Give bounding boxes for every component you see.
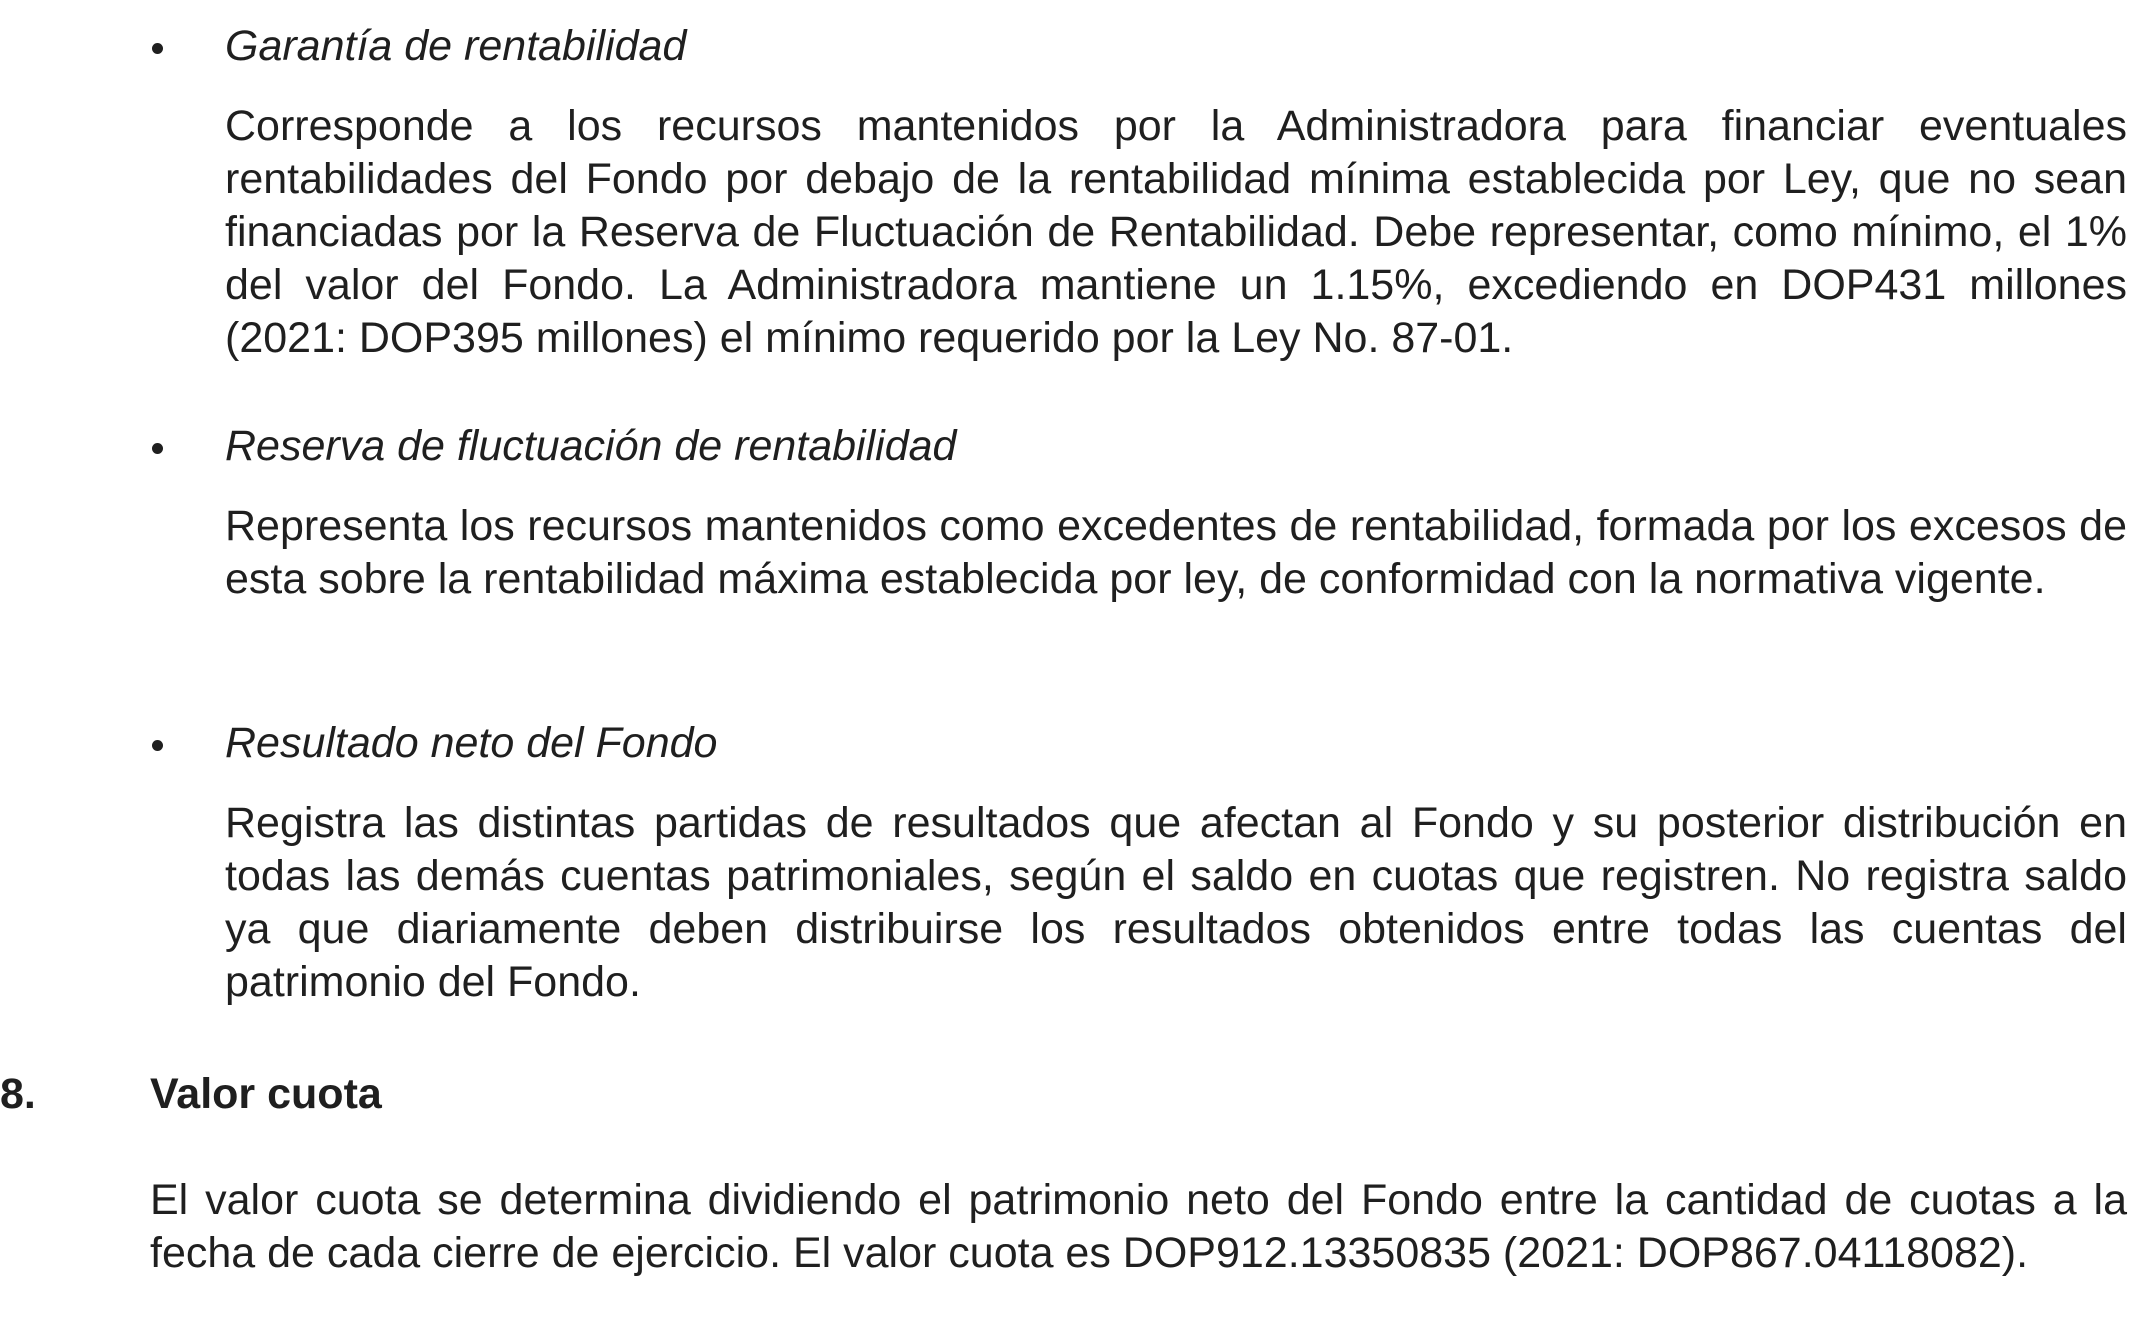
item-title: Resultado neto del Fondo xyxy=(225,719,718,767)
item-body: Corresponde a los recursos mantenidos por la Administradora para financiar eventuales rentabilidades del Fondo por debajo de la rentabilidad mínima establecida por Ley, que no sean financiadas por la Reserva de Fluctuación de Rentabilidad. Debe representar, como mínimo, el 1% del valor del Fondo. La Administradora mantiene un 1.15%, excediendo en DOP431 millones (2021: DOP395 millones) el mínimo requerido por la Ley No. 87-01. xyxy=(225,102,2127,362)
item-body: Registra las distintas partidas de resultados que afectan al Fondo y su posterior distribución en todas las demás cuentas patrimoniales, según el saldo en cuotas que registren. No registra saldo ya que diariamente deben distribuirse los resultados obtenidos entre todas las cuentas del patrimonio del Fondo. xyxy=(225,799,2127,1006)
bullet-icon xyxy=(152,740,163,751)
section-heading: Valor cuota xyxy=(150,1070,382,1118)
section-body: El valor cuota se determina dividiendo el patrimonio neto del Fondo entre la cantidad de cuotas a la fecha de cada cierre de ejercicio. El valor cuota es DOP912.13350835 (2021: DOP867.04118082). xyxy=(150,1176,2127,1277)
item-title: Reserva de fluctuación de rentabilidad xyxy=(225,422,957,470)
bullet-icon xyxy=(152,443,163,454)
item-title: Garantía de rentabilidad xyxy=(225,22,687,70)
section-number: 8. xyxy=(0,1070,36,1118)
item-body: Representa los recursos mantenidos como excedentes de rentabilidad, formada por los excesos de esta sobre la rentabilidad máxima establecida por ley, de conformidad con la normativa vigente. xyxy=(225,502,2127,603)
bullet-icon xyxy=(152,43,163,54)
